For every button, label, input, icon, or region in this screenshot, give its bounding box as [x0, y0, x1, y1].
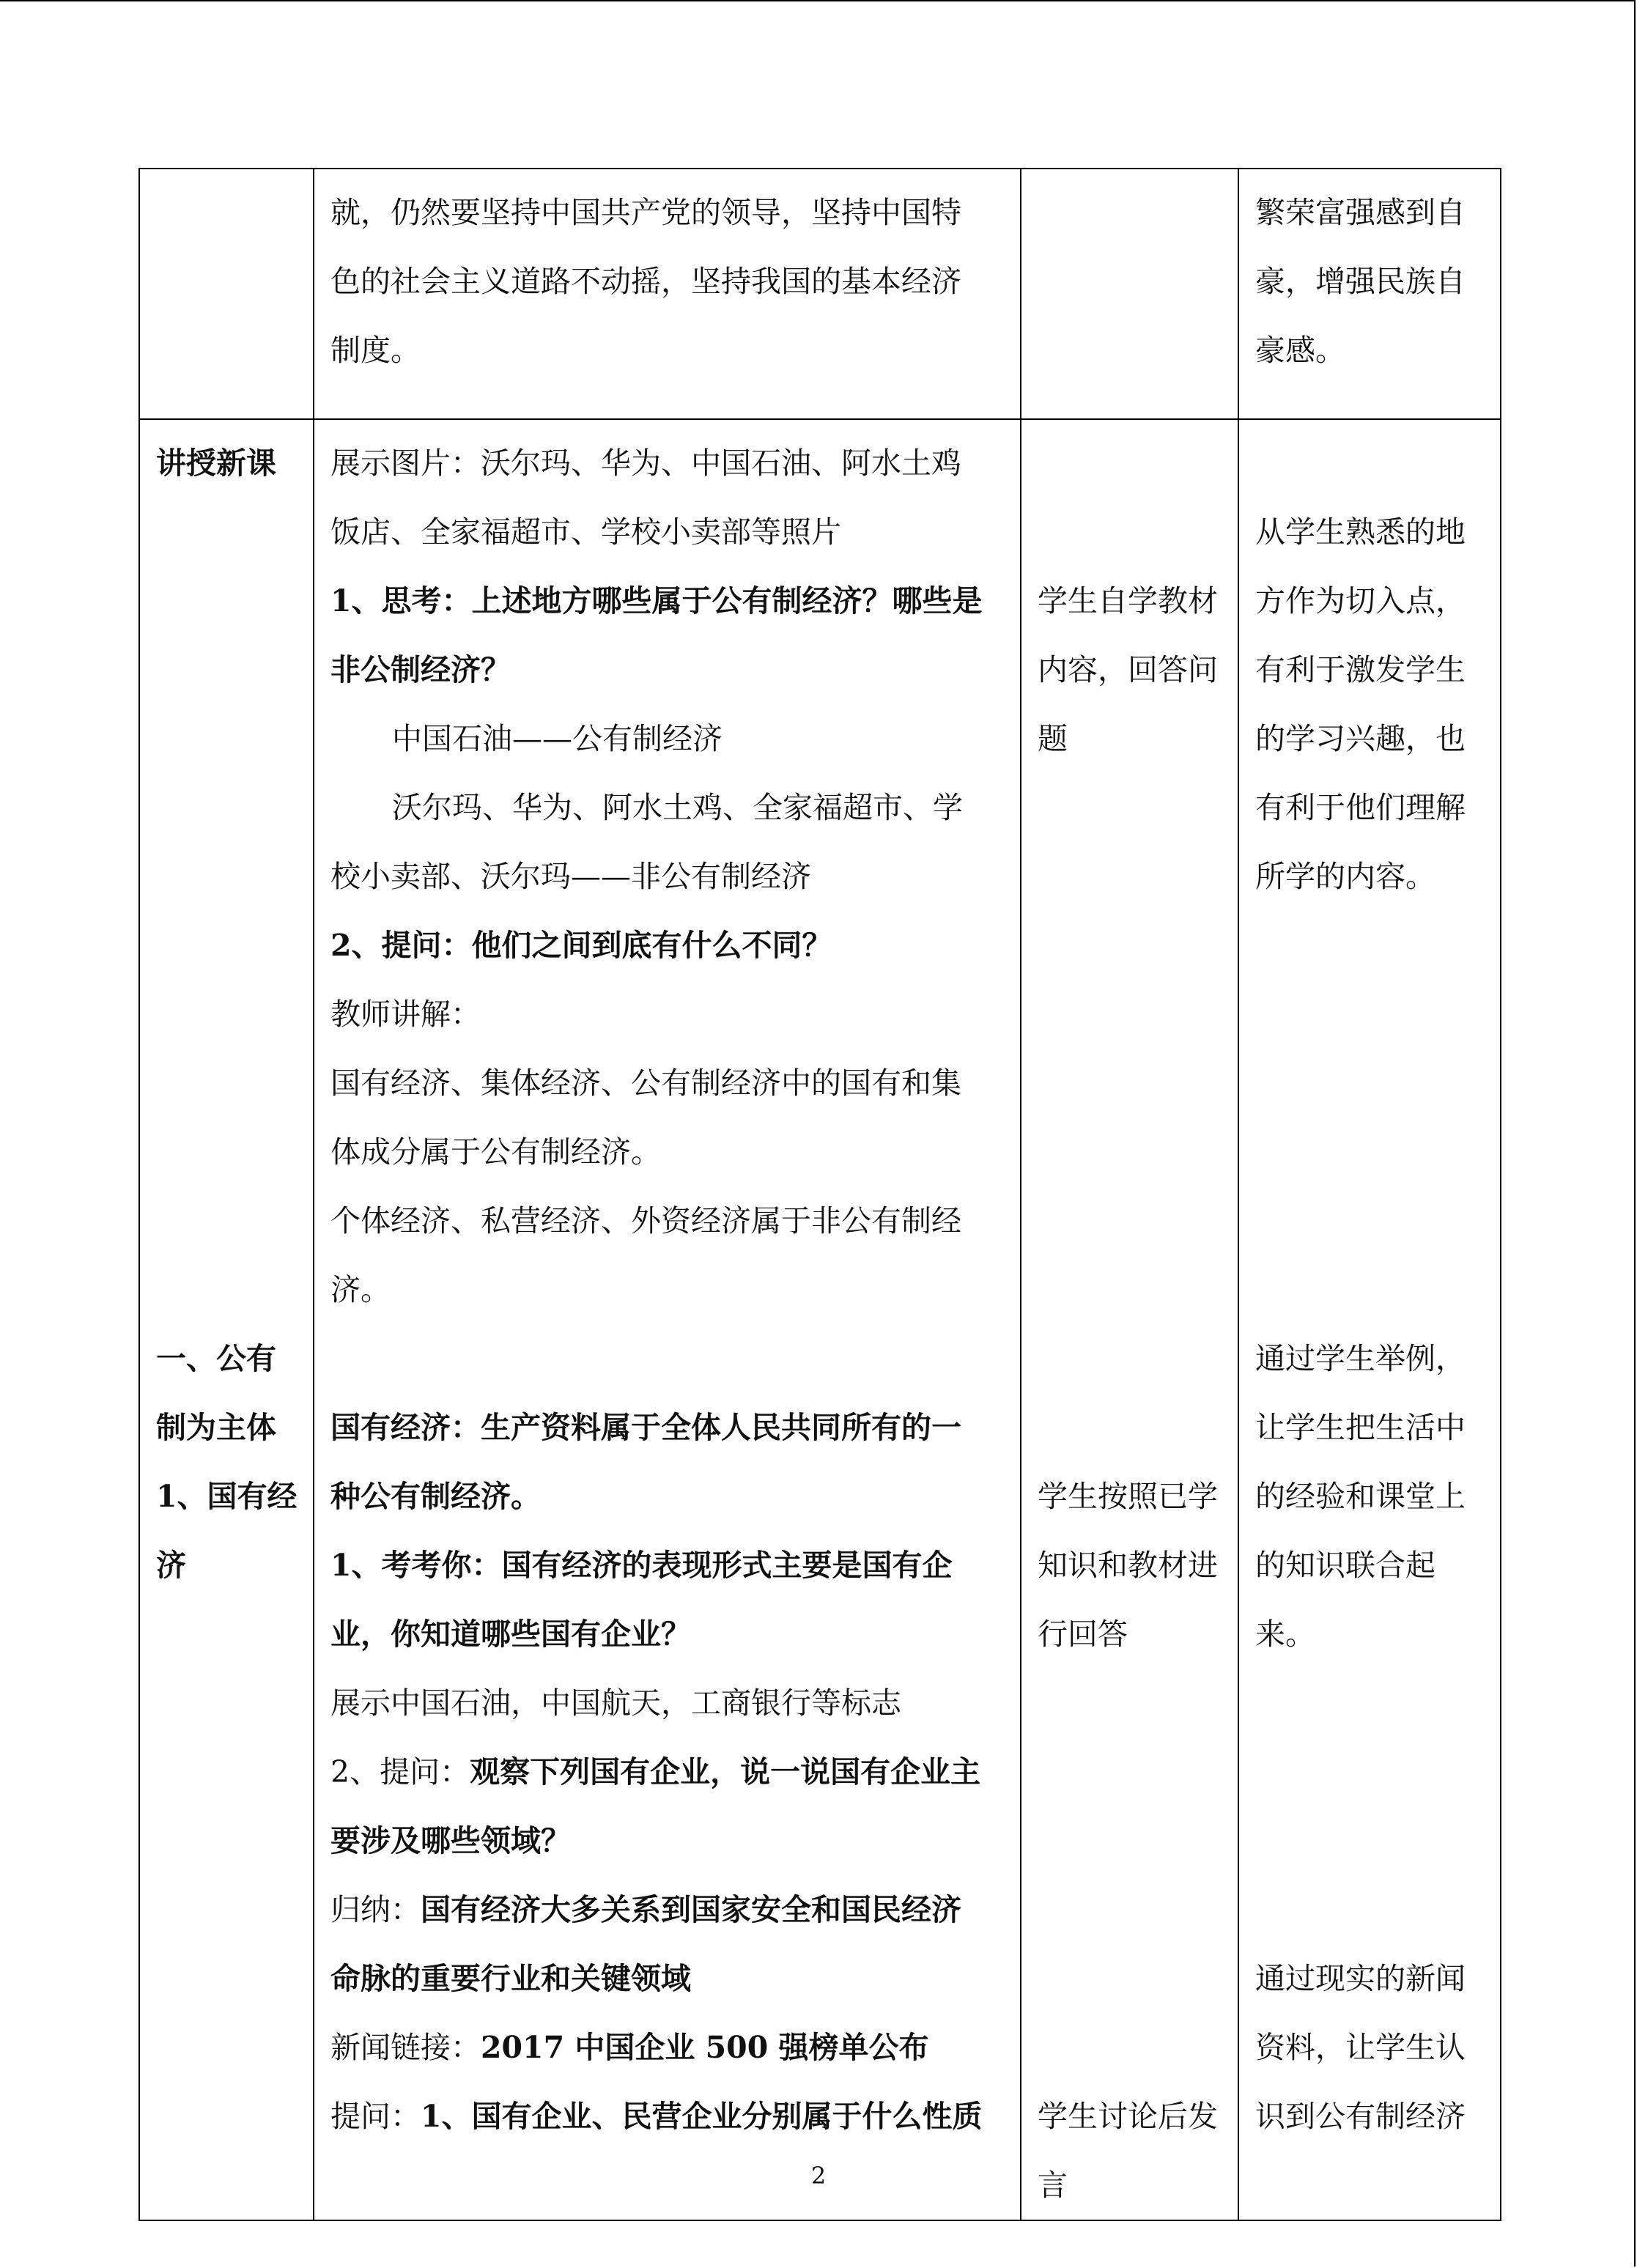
- text-line: 行回答: [1038, 1617, 1128, 1652]
- summary-label: 归纳：: [330, 1892, 421, 1927]
- text-line: 学生自学教材: [1038, 583, 1218, 618]
- table-row: [139, 169, 1501, 419]
- text-line: 内容，回答问: [1038, 652, 1218, 687]
- design-intent-cell: [1238, 169, 1501, 419]
- text-line: 展示中国石油，中国航天，工商银行等标志: [330, 1685, 901, 1721]
- text-line: 所学的内容。: [1255, 859, 1435, 894]
- section-cell: [139, 419, 314, 2220]
- text-line: 方作为切入点，: [1255, 583, 1466, 618]
- text-line: 豪，增强民族自: [1255, 264, 1466, 299]
- text-line: 饭店、全家福超市、学校小卖部等照片: [330, 514, 841, 550]
- page-number: 2: [810, 2162, 827, 2190]
- text-line: 通过现实的新闻: [1255, 1961, 1466, 1996]
- definition-line: 国有经济：生产资料属于全体人民共同所有的一: [330, 1410, 961, 1445]
- text-line: 来。: [1255, 1617, 1315, 1652]
- text-line: 的经验和课堂上: [1255, 1479, 1466, 1514]
- question-text: 1、国有企业、民营企业分别属于什么性质: [421, 2099, 983, 2134]
- text-line: 言: [1038, 2168, 1068, 2203]
- text-line: 题: [1038, 721, 1068, 756]
- definition-line: 种公有制经济。: [330, 1479, 541, 1514]
- news-label: 新闻链接：: [330, 2030, 481, 2065]
- text-line: 校小卖部、沃尔玛——非公有制经济: [330, 859, 811, 894]
- section-cell: [139, 169, 314, 419]
- content-cell: [314, 169, 1021, 419]
- section-subtitle: 制为主体: [156, 1410, 276, 1445]
- text-line: 的知识联合起: [1255, 1548, 1435, 1583]
- text-line: 繁荣富强感到自: [1255, 195, 1466, 230]
- text-line: 沃尔玛、华为、阿水土鸡、全家福超市、学: [392, 790, 963, 825]
- text-line: 就，仍然要坚持中国共产党的领导，坚持中国特: [330, 195, 961, 230]
- text-line: 的学习兴趣，也: [1255, 721, 1466, 756]
- question-line: [330, 2082, 1004, 2151]
- summary-line: 命脉的重要行业和关键领域: [330, 1961, 691, 1996]
- summary-text: 国有经济大多关系到国家安全和国民经济: [421, 1892, 961, 1927]
- student-activity-cell: [1021, 419, 1238, 2220]
- question-line: 要涉及哪些领域？: [330, 1823, 571, 1858]
- text-line: 制度。: [330, 333, 421, 368]
- text-line: 通过学生举例，: [1255, 1341, 1466, 1376]
- question-label: 2、提问：: [330, 1754, 470, 1789]
- lesson-plan-table: [138, 168, 1501, 2221]
- text-line: 济。: [330, 1272, 391, 1307]
- text-line: 有利于他们理解: [1255, 790, 1466, 825]
- text-line: 个体经济、私营经济、外资经济属于非公有制经: [330, 1203, 961, 1238]
- text-line: 资料，让学生认: [1255, 2030, 1466, 2065]
- text-line: 学生按照已学: [1038, 1479, 1218, 1514]
- text-line: 让学生把生活中: [1255, 1410, 1466, 1445]
- question-label: 提问：: [330, 2099, 421, 2134]
- student-activity-cell: [1021, 169, 1238, 419]
- question-line: 1、思考：上述地方哪些属于公有制经济？哪些是: [330, 583, 983, 618]
- text-line: 体成分属于公有制经济。: [330, 1134, 661, 1170]
- content-cell: [314, 419, 1021, 2220]
- text-line: 教师讲解：: [330, 997, 481, 1032]
- question-line: 非公制经济？: [330, 652, 511, 687]
- news-title: 2017 中国企业 500 强榜单公布: [481, 2030, 929, 2065]
- text-line: 豪感。: [1255, 333, 1345, 368]
- text-line: 色的社会主义道路不动摇，坚持我国的基本经济: [330, 264, 961, 299]
- text-line: 识到公有制经济: [1255, 2099, 1466, 2134]
- table-row: [139, 419, 1501, 2220]
- summary-line: [330, 1875, 1004, 1944]
- question-line: 业，你知道哪些国有企业？: [330, 1617, 691, 1652]
- section-subtitle: 1、国有经: [156, 1479, 298, 1514]
- question-line: 2、提问：他们之间到底有什么不同？: [330, 928, 832, 963]
- design-intent-cell: [1238, 419, 1501, 2220]
- text-line: 中国石油——公有制经济: [392, 721, 723, 756]
- text-line: 知识和教材进: [1038, 1548, 1218, 1583]
- news-line: [330, 2013, 1004, 2082]
- question-line: 1、考考你：国有经济的表现形式主要是国有企: [330, 1548, 953, 1583]
- section-subtitle: 济: [156, 1548, 186, 1583]
- section-title: 讲授新课: [156, 446, 276, 481]
- text-line: 学生讨论后发: [1038, 2099, 1218, 2134]
- section-subtitle: 一、公有: [156, 1341, 276, 1376]
- text-line: 有利于激发学生: [1255, 652, 1466, 687]
- text-line: 国有经济、集体经济、公有制经济中的国有和集: [330, 1065, 961, 1101]
- text-line: 展示图片：沃尔玛、华为、中国石油、阿水土鸡: [330, 446, 961, 481]
- text-line: 从学生熟悉的地: [1255, 514, 1466, 550]
- question-text: 观察下列国有企业，说一说国有企业主: [470, 1754, 981, 1789]
- question-line: [330, 1737, 1004, 1806]
